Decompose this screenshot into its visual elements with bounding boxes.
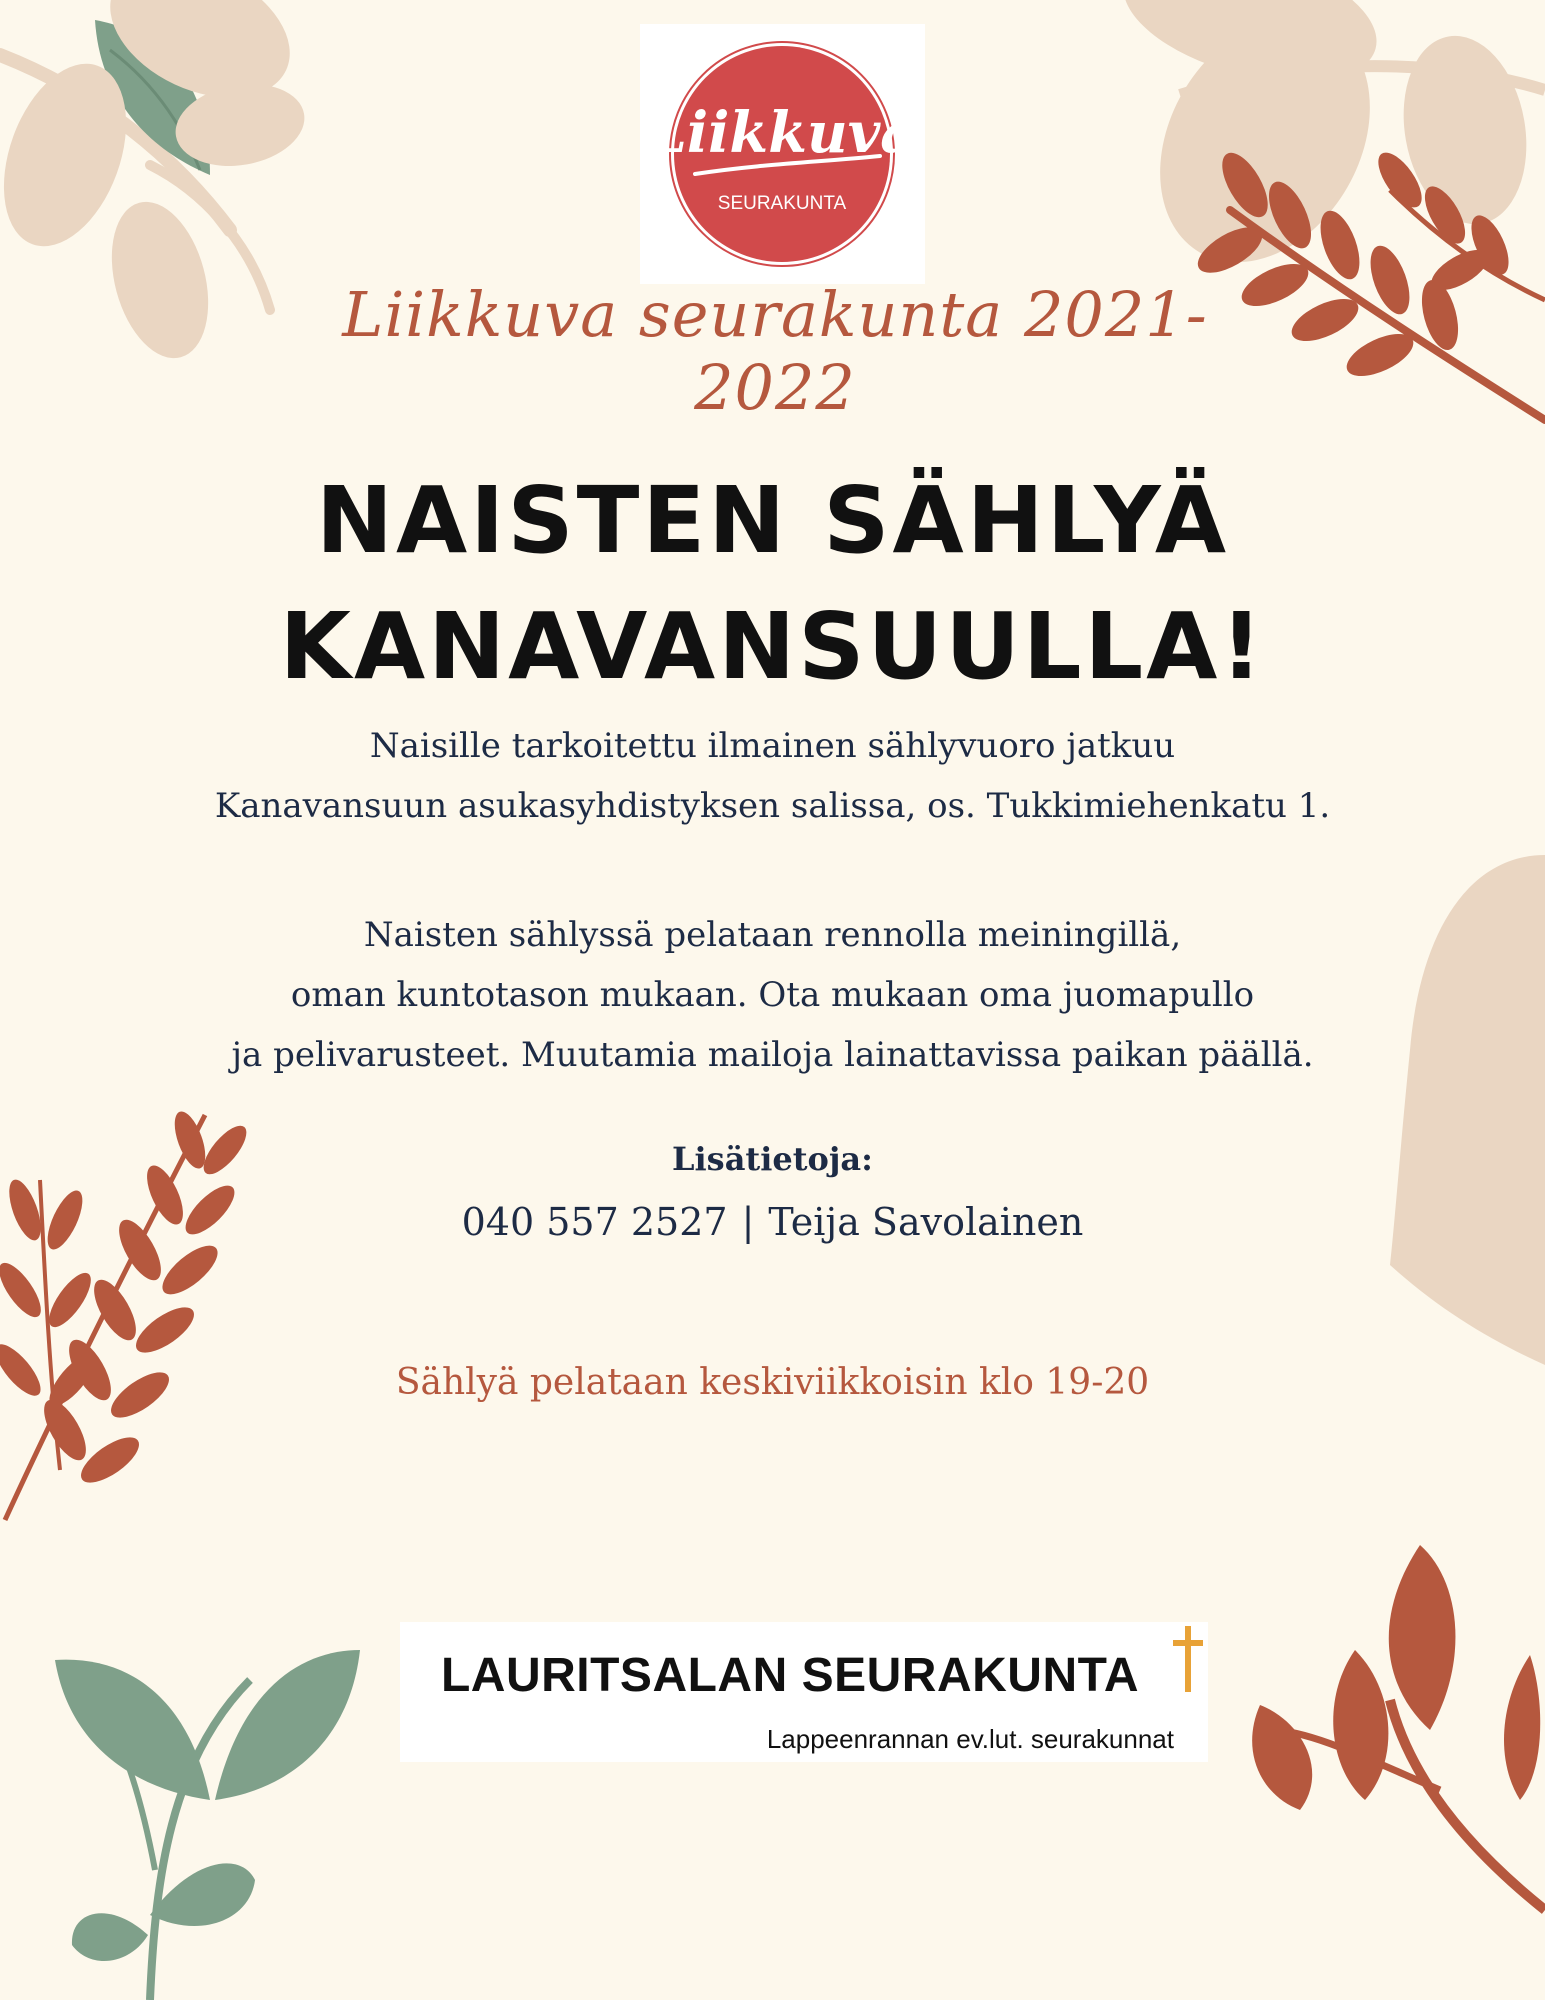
logo-caption: SEURAKUNTA xyxy=(717,193,847,214)
parish-subtitle: Lappeenrannan ev.lut. seurakunnat xyxy=(766,1724,1174,1754)
details-paragraph xyxy=(100,905,1445,1085)
headline-line-2: KANAVANSUULLA! xyxy=(279,593,1266,700)
intro-line-2: Kanavansuun asukasyhdistyksen salissa, os. Tukkimiehenkatu 1. xyxy=(214,786,1331,826)
details-line-3: ja pelivarusteet. Muutamia mailoja lainattavissa paikan päällä. xyxy=(231,1035,1314,1075)
leaf-branch-bottom-right xyxy=(1252,1545,1545,1910)
leaf-sprout-bottom-left xyxy=(55,1650,360,2000)
schedule-text: Sählyä pelataan keskiviikkoisin klo 19-20 xyxy=(395,1362,1150,1403)
details-line-1: Naisten sählyssä pelataan rennolla meiningillä, xyxy=(363,915,1182,955)
contact-line xyxy=(300,1200,1245,1244)
details-line-2: oman kuntotason mukaan. Ota mukaan oma juomapullo xyxy=(290,975,1255,1015)
leaf-branch-left xyxy=(0,1108,253,1520)
contact-separator: | xyxy=(741,1200,755,1244)
logo-script-text: Liikkuva xyxy=(647,100,917,166)
contact-phone: 040 557 2527 xyxy=(461,1200,728,1244)
info-label: Lisätietoja: xyxy=(672,1140,873,1178)
liikkuva-logo xyxy=(640,24,925,284)
contact-name: Teija Savolainen xyxy=(768,1200,1084,1244)
parish-name: LAURITSALAN SEURAKUNTA xyxy=(440,1649,1140,1702)
headline-line-1: NAISTEN SÄHLYÄ xyxy=(315,467,1230,574)
season-title: Liikkuva seurakunta 2021-2022 xyxy=(342,278,1208,424)
intro-paragraph xyxy=(100,716,1445,836)
headline xyxy=(150,458,1395,710)
parish-logo xyxy=(400,1622,1208,1762)
liikkuva-logo-graphic xyxy=(640,24,925,284)
leaf-branch-top-left xyxy=(0,0,311,369)
cross-icon xyxy=(1170,1626,1206,1692)
intro-line-1: Naisille tarkoitettu ilmainen sählyvuoro jatkuu xyxy=(369,726,1176,766)
